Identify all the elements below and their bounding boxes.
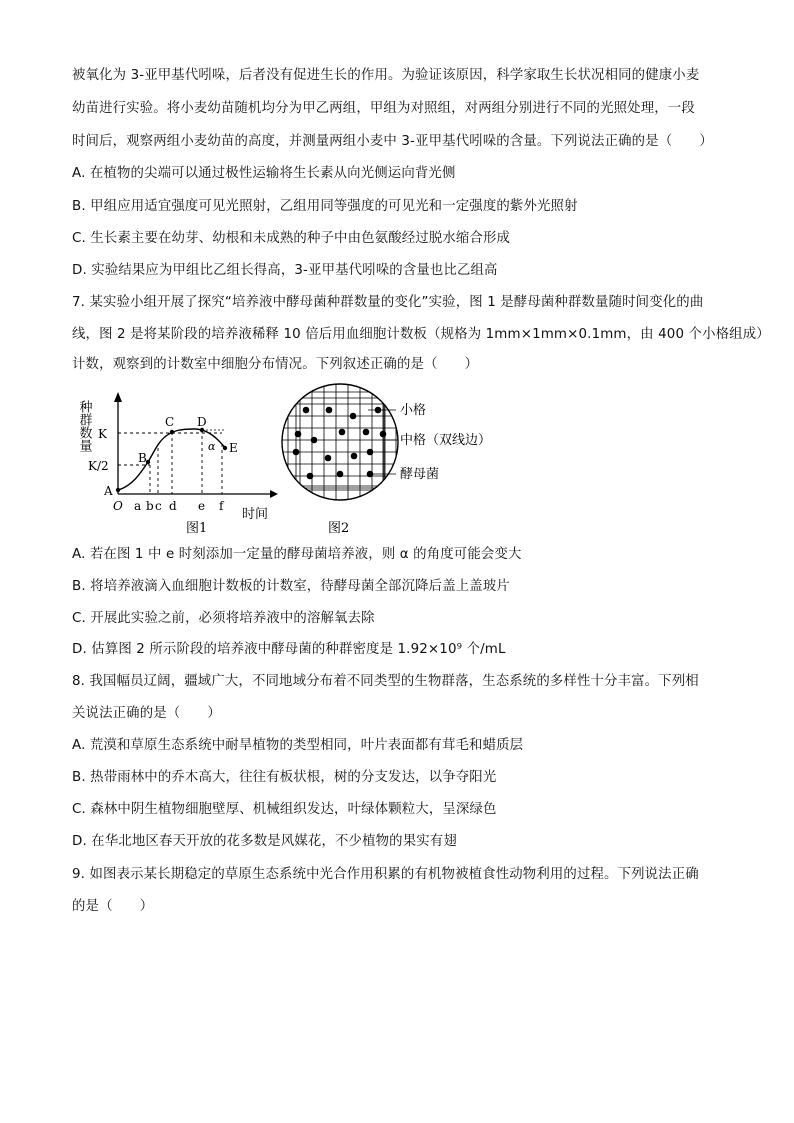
figure-1-point-a: [116, 488, 120, 492]
q6-option-b: B. 甲组应用适宜强度可见光照射，乙组用同等强度的可见光和一定强度的紫外光照射: [72, 199, 578, 214]
q9-stem-line-2: 的是（ ）: [72, 899, 154, 914]
figure-1-angle-label: α: [208, 440, 216, 453]
figure-1-label-b: B: [138, 451, 147, 465]
q8-option-c: C. 森林中阴生植物细胞壁厚、机械组织发达，叶绿体颗粒大，呈深绿色: [72, 802, 497, 817]
q7-option-c: C. 开展此实验之前，必须将培养液中的溶解氧去除: [72, 611, 375, 626]
q7-figures: [70, 382, 492, 542]
q6-option-a: A. 在植物的尖端可以通过极性运输将生长素从向光侧运向背光侧: [72, 166, 456, 181]
q8-stem-line-2: 关说法正确的是（ ）: [72, 706, 221, 721]
figure-1-label-d: D: [197, 415, 207, 429]
figure-1-xtick-c: c: [155, 499, 162, 513]
figure-1-origin: O: [113, 499, 123, 513]
figure-1-xlabel: 时间: [242, 507, 269, 522]
figure-1-growth-curve: [77, 392, 279, 536]
q7-stem-line-1: 7. 某实验小组开展了探究“培养液中酵母菌种群数量的变化”实验，图 1 是酵母菌种群数量随时间变化的曲: [72, 295, 704, 310]
figure-1-y-arrow: [114, 392, 122, 402]
figure-1-ytick-k-half: K/2: [88, 459, 109, 473]
q9-stem-line-1: 9. 如图表示某长期稳定的草原生态系统中光合作用积累的有机物被植食性动物利用的过程。下列说法正确: [72, 867, 699, 882]
figure-2-label-small-square: 小格: [400, 403, 427, 418]
figure-1-xtick-b: b: [146, 499, 154, 513]
figure-2-grid: [270, 382, 410, 512]
q8-option-d: D. 在华北地区春天开放的花多数是风媒花，不少植物的果实有翅: [72, 834, 457, 849]
figure-1-point-e: [223, 446, 227, 450]
figure-2-label-medium-square: 中格（双线边）: [400, 433, 492, 448]
figure-1-xtick-d: d: [169, 499, 177, 513]
figure-1-curve: [118, 429, 225, 490]
figure-1-ytick-k: K: [98, 427, 107, 441]
q7-stem-line-2: 线，图 2 是将某阶段的培养液稀释 10 倍后用血细胞计数板（规格为 1mm×1mm×0.1mm，由 400 个小格组成）: [72, 327, 770, 342]
figure-1-label-a: A: [104, 484, 113, 498]
q6-stem-line-2: 幼苗进行实验。将小麦幼苗随机均分为甲乙两组，甲组为对照组，对两组分别进行不同的光照处理，一段: [72, 101, 695, 116]
q7-stem-line-3: 计数，观察到的计数室中细胞分布情况。下列叙述正确的是（ ）: [72, 357, 479, 372]
figure-1-caption: 图1: [186, 521, 208, 536]
figure-1-xtick-e: e: [198, 499, 206, 513]
figure-2-label-yeast: 酵母菌: [400, 467, 440, 482]
figure-1-xtick-f: f: [219, 499, 224, 513]
q8-option-a: A. 荒漠和草原生态系统中耐旱植物的类型相同，叶片表面都有茸毛和蜡质层: [72, 738, 524, 753]
q8-option-b: B. 热带雨林中的乔木高大，往往有板状根，树的分支发达，以争夺阳光: [72, 770, 497, 785]
q6-stem-line-3: 时间后，观察两组小麦幼苗的高度，并测量两组小麦中 3-亚甲基代吲哚的含量。下列说法正确的是（ ）: [72, 134, 713, 149]
q8-stem-line-1: 8. 我国幅员辽阔，疆域广大，不同地域分布着不同类型的生物群落，生态系统的多样性十分丰富。下列相: [72, 674, 699, 689]
q6-option-c: C. 生长素主要在幼芽、幼根和未成熟的种子中由色氨酸经过脱水缩合形成: [72, 231, 511, 246]
figure-2-field-circle: [282, 384, 398, 500]
q7-option-d: D. 估算图 2 所示阶段的培养液中酵母菌的种群密度是 1.92×10⁹ 个/mL: [72, 642, 506, 657]
q6-option-d: D. 实验结果应为甲组比乙组长得高，3-亚甲基代吲哚的含量也比乙组高: [72, 263, 498, 278]
figure-1-ylabel: 种群数量: [76, 400, 92, 452]
figure-1-x-arrow: [270, 490, 278, 498]
figure-2-counting-chamber: [270, 382, 491, 536]
figure-1-xtick-a: a: [134, 499, 142, 513]
figure-1-label-e: E: [229, 441, 238, 455]
q7-option-b: B. 将培养液滴入血细胞计数板的计数室，待酵母菌全部沉降后盖上盖玻片: [72, 579, 510, 594]
figure-1-label-c: C: [165, 415, 175, 429]
q6-stem-line-1: 被氧化为 3-亚甲基代吲哚，后者没有促进生长的作用。为验证该原因，科学家取生长状况相同的健康小麦: [72, 68, 700, 83]
q7-option-a: A. 若在图 1 中 e 时刻添加一定量的酵母菌培养液，则 α 的角度可能会变大: [72, 547, 522, 562]
figure-2-caption: 图2: [328, 521, 350, 536]
